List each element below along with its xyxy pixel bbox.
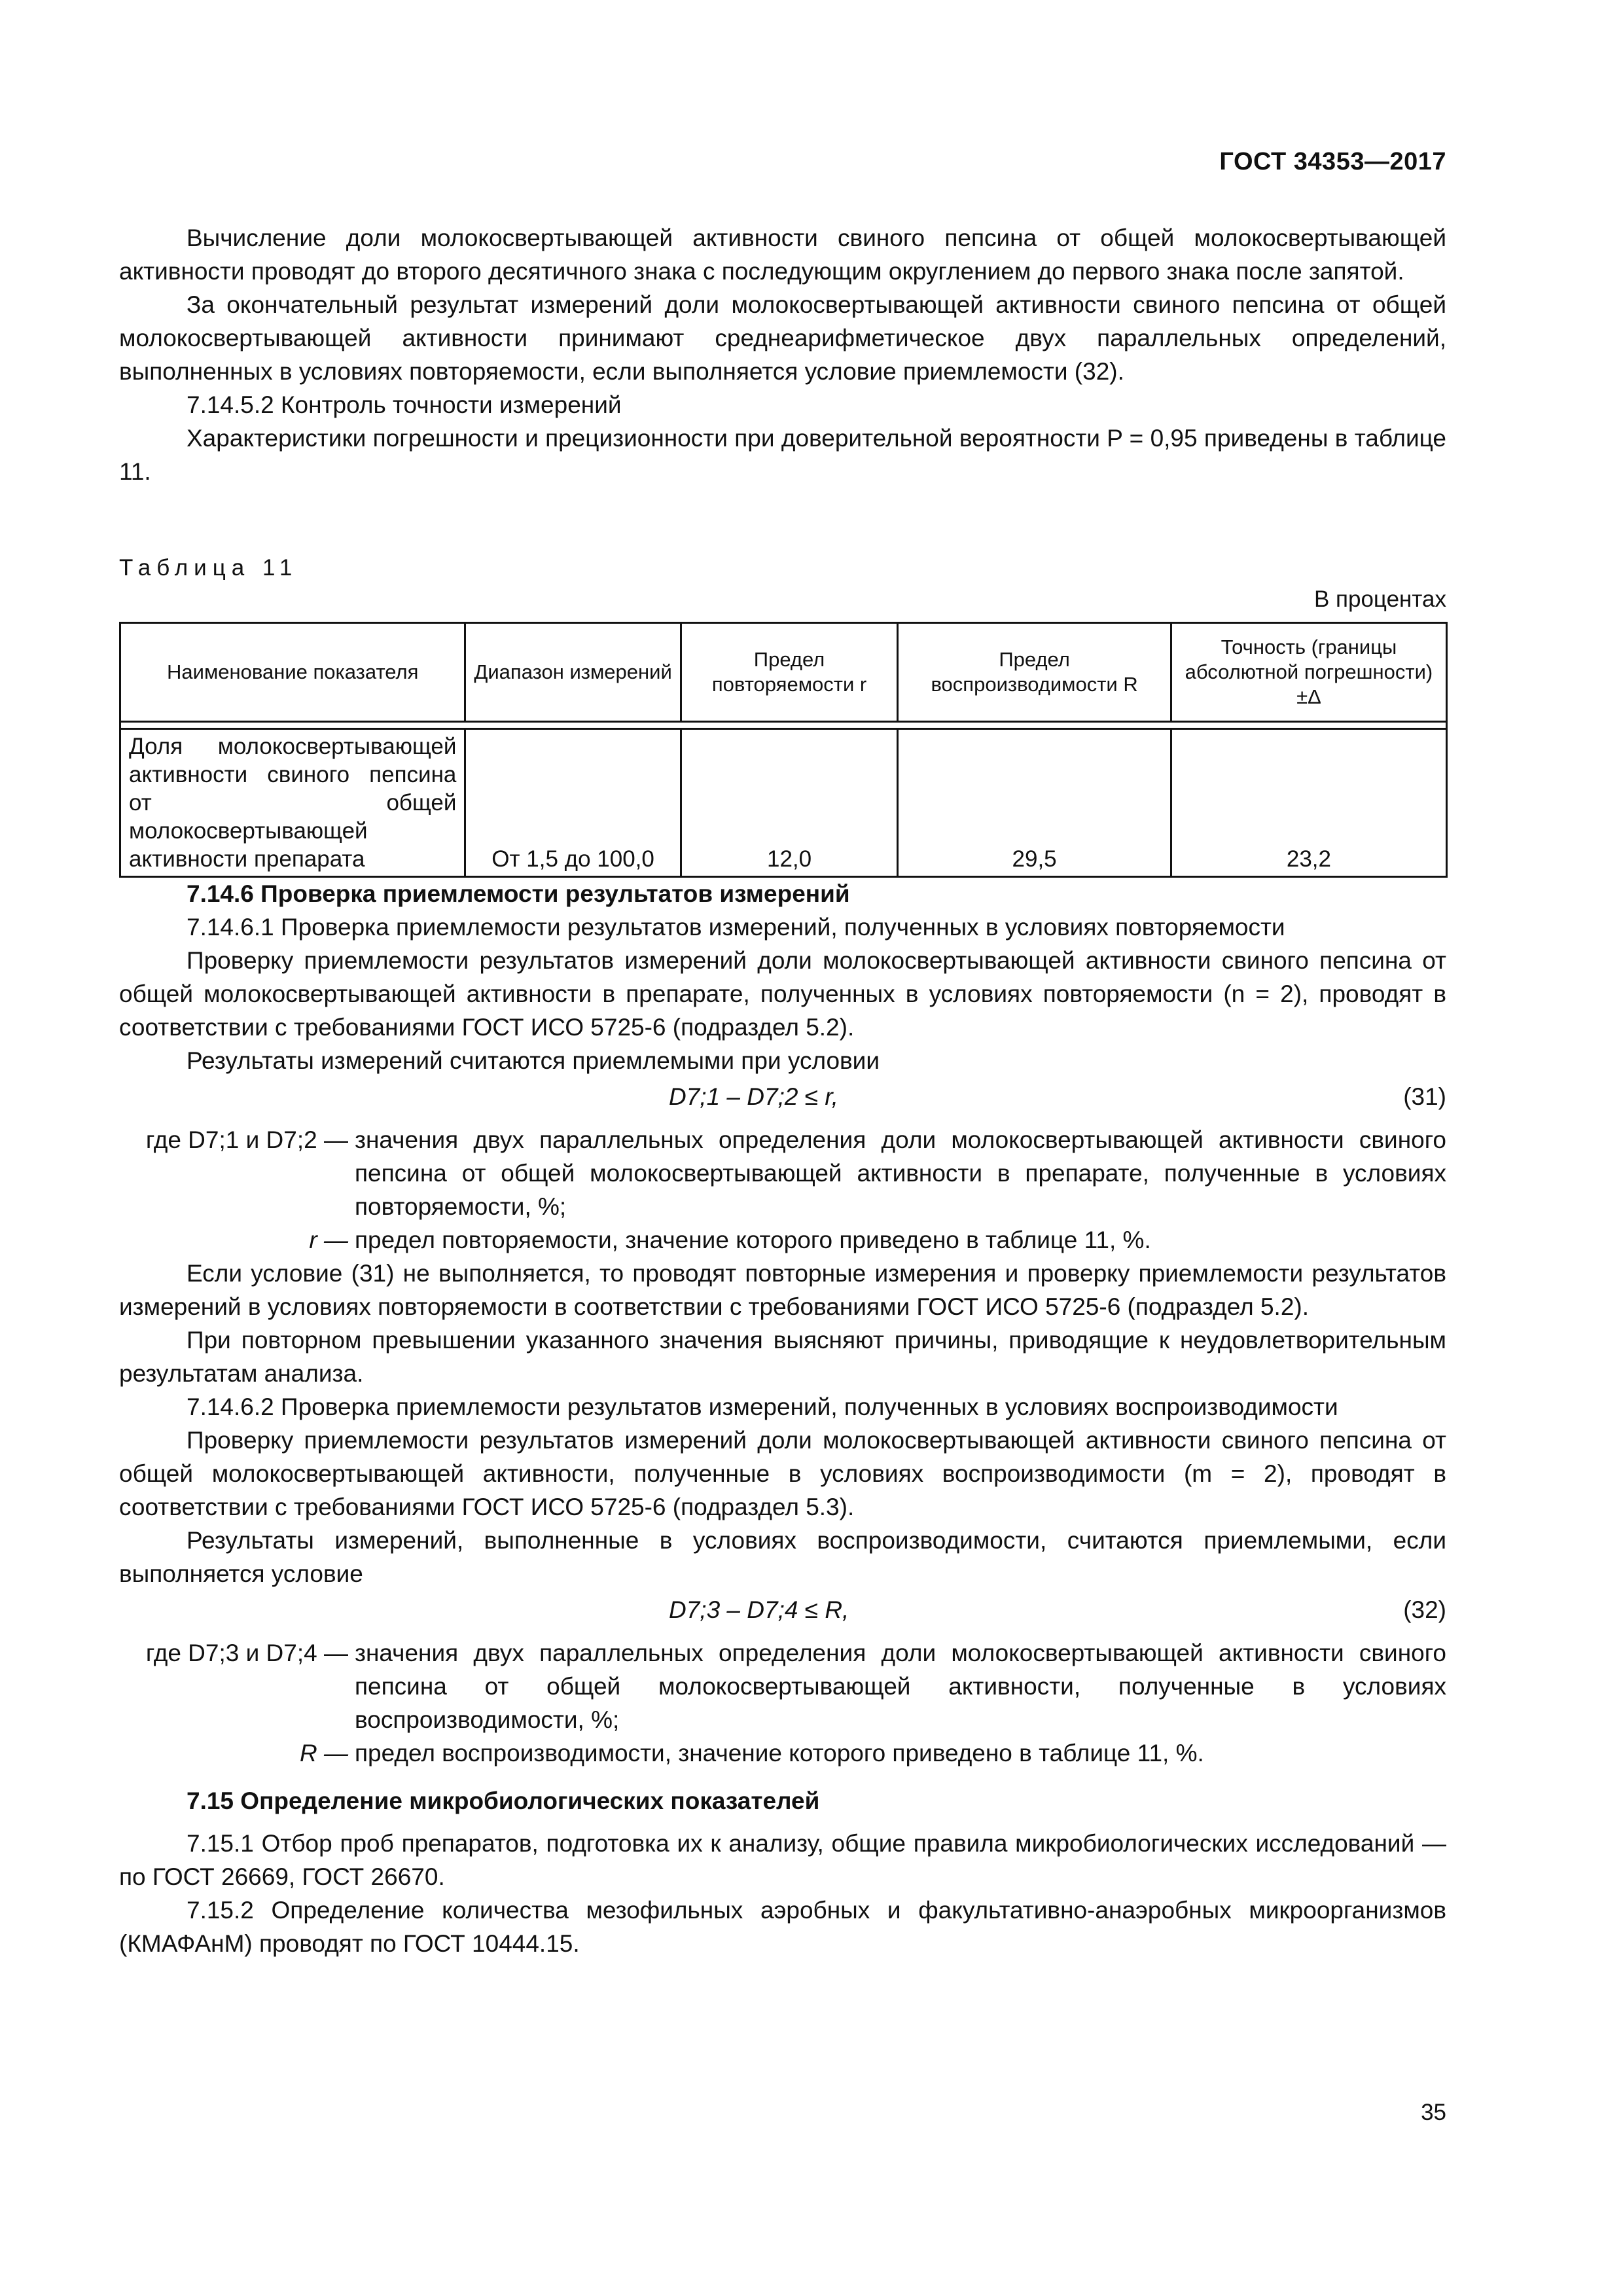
- section-7-14-6: [119, 877, 1446, 1960]
- table-11: [119, 622, 1448, 878]
- formula-32-row: [119, 1590, 1446, 1636]
- paragraph-acceptance-condition: Результаты измерений считаются приемлемыми при условии: [187, 1047, 880, 1074]
- where-31-b-label: r —: [309, 1227, 348, 1253]
- where-32-a: [119, 1636, 1446, 1736]
- paragraph-7-14-5-2: 7.14.5.2 Контроль точности измерений: [187, 391, 622, 418]
- paragraph-final-result: За окончательный результат измерений доли молокосвертывающей активности свиного пепсина от общей молокосвертывающей активности принимают среднеарифметическое двух параллельных определений, выполненных в условиях повторяемости, если выполняется условие приемлемости (32).: [119, 291, 1446, 385]
- where-32-a-text: значения двух параллельных определения доли молокосвертывающей активности свиного пепсина от общей молокосвертывающей активности, полученные в условиях воспроизводимости, %;: [355, 1640, 1446, 1733]
- formula-31-number: (31): [1403, 1083, 1446, 1110]
- where-31-a-text: значения двух параллельных определения доли молокосвертывающей активности свиного пепсина от общей молокосвертывающей активности в препарате, полученные в условиях повторяемости, %;: [355, 1126, 1446, 1220]
- paragraph-repeated-excess: При повторном превышении указанного значения выясняют причины, приводящие к неудовлетворительным результатам анализа.: [119, 1327, 1446, 1387]
- formula-32: D7;3 – D7;4 ≤ R,: [669, 1596, 849, 1623]
- header-range: Диапазон измерений: [465, 623, 681, 722]
- header-indicator-name: Наименование показателя: [120, 623, 465, 722]
- where-31-b-text: предел повторяемости, значение которого приведено в таблице 11, %.: [355, 1227, 1151, 1253]
- header-reproducibility: Предел воспроизводимости R: [898, 623, 1171, 722]
- page-number: 35: [1421, 2100, 1446, 2125]
- paragraph-reproducibility-check: Проверку приемлемости результатов измерений доли молокосвертывающей активности свиного пепсина от общей молокосвертывающей активности, полученные в условиях воспроизводимости (m = 2), проводят в соответствии с требованиями ГОСТ ИСО 5725-6 (подраздел 5.3).: [119, 1427, 1446, 1520]
- paragraph-7-14-6-1: 7.14.6.1 Проверка приемлемости результатов измерений, полученных в условиях повторяемости: [187, 914, 1285, 941]
- where-31-a: [119, 1123, 1446, 1223]
- paragraph-repeatability-check: Проверку приемлемости результатов измерений доли молокосвертывающей активности свиного пепсина от общей молокосвертывающей активности в препарате, полученных в условиях повторяемости (n = 2), проводят в соответствии с требованиями ГОСТ ИСО 5725-6 (подраздел 5.2).: [119, 947, 1446, 1041]
- paragraph-7-15-1: 7.15.1 Отбор проб препаратов, подготовка их к анализу, общие правила микробиологических исследований — по ГОСТ 26669, ГОСТ 26670.: [119, 1830, 1446, 1890]
- table-caption: Таблица 11: [119, 555, 298, 581]
- paragraph-7-14-6-2: 7.14.6.2 Проверка приемлемости результатов измерений, полученных в условиях воспроизводимости: [187, 1393, 1338, 1420]
- paragraph-calculation: Вычисление доли молокосвертывающей активности свиного пепсина от общей молокосвертывающей активности проводят до второго десятичного знака с последующим округлением до первого знака после запятой.: [119, 224, 1446, 285]
- table-header-row: [120, 623, 1447, 722]
- paragraph-reproducibility-condition: Результаты измерений, выполненные в условиях воспроизводимости, считаются приемлемыми, если выполняется условие: [119, 1527, 1446, 1587]
- where-32-b: [119, 1736, 1446, 1770]
- header-repeatability: Предел повторяемости r: [681, 623, 898, 722]
- table-unit: В процентах: [1313, 586, 1446, 612]
- where-32-b-label: R —: [300, 1740, 348, 1767]
- intro-block: [119, 221, 1446, 488]
- standard-header: ГОСТ 34353—2017: [1219, 148, 1446, 175]
- heading-7-14-6: 7.14.6 Проверка приемлемости результатов измерений: [187, 880, 850, 907]
- cell-repeatability: 12,0: [681, 729, 898, 877]
- where-31-b: [119, 1223, 1446, 1257]
- paragraph-characteristics: Характеристики погрешности и прецизионности при доверительной вероятности P = 0,95 приведены в таблице 11.: [119, 425, 1446, 485]
- table-row: [120, 729, 1447, 877]
- where-32-a-label: где D7;3 и D7;4 —: [145, 1640, 348, 1666]
- where-32-b-text: предел воспроизводимости, значение которого приведено в таблице 11, %.: [355, 1740, 1204, 1767]
- cell-range: От 1,5 до 100,0: [465, 729, 681, 877]
- paragraph-condition-31-fail: Если условие (31) не выполняется, то проводят повторные измерения и проверку приемлемости результатов измерений в условиях повторяемости в соответствии с требованиями ГОСТ ИСО 5725-6 (подраздел 5.2).: [119, 1260, 1446, 1320]
- header-accuracy: Точность (границы абсолютной погрешности) ±Δ: [1171, 623, 1446, 722]
- formula-32-number: (32): [1403, 1596, 1446, 1623]
- cell-accuracy: 23,2: [1171, 729, 1446, 877]
- cell-reproducibility: 29,5: [898, 729, 1171, 877]
- paragraph-7-15-2: 7.15.2 Определение количества мезофильных аэробных и факультативно-анаэробных микроорганизмов (КМАФАнМ) проводят по ГОСТ 10444.15.: [119, 1897, 1446, 1957]
- formula-31: D7;1 – D7;2 ≤ r,: [669, 1083, 838, 1110]
- formula-31-row: [119, 1077, 1446, 1123]
- cell-name: Доля молокосвертывающей активности свиного пепсина от общей молокосвертывающей активности препарата: [120, 729, 465, 877]
- where-31-a-label: где D7;1 и D7;2 —: [145, 1126, 348, 1153]
- heading-7-15: 7.15 Определение микробиологических показателей: [187, 1787, 820, 1814]
